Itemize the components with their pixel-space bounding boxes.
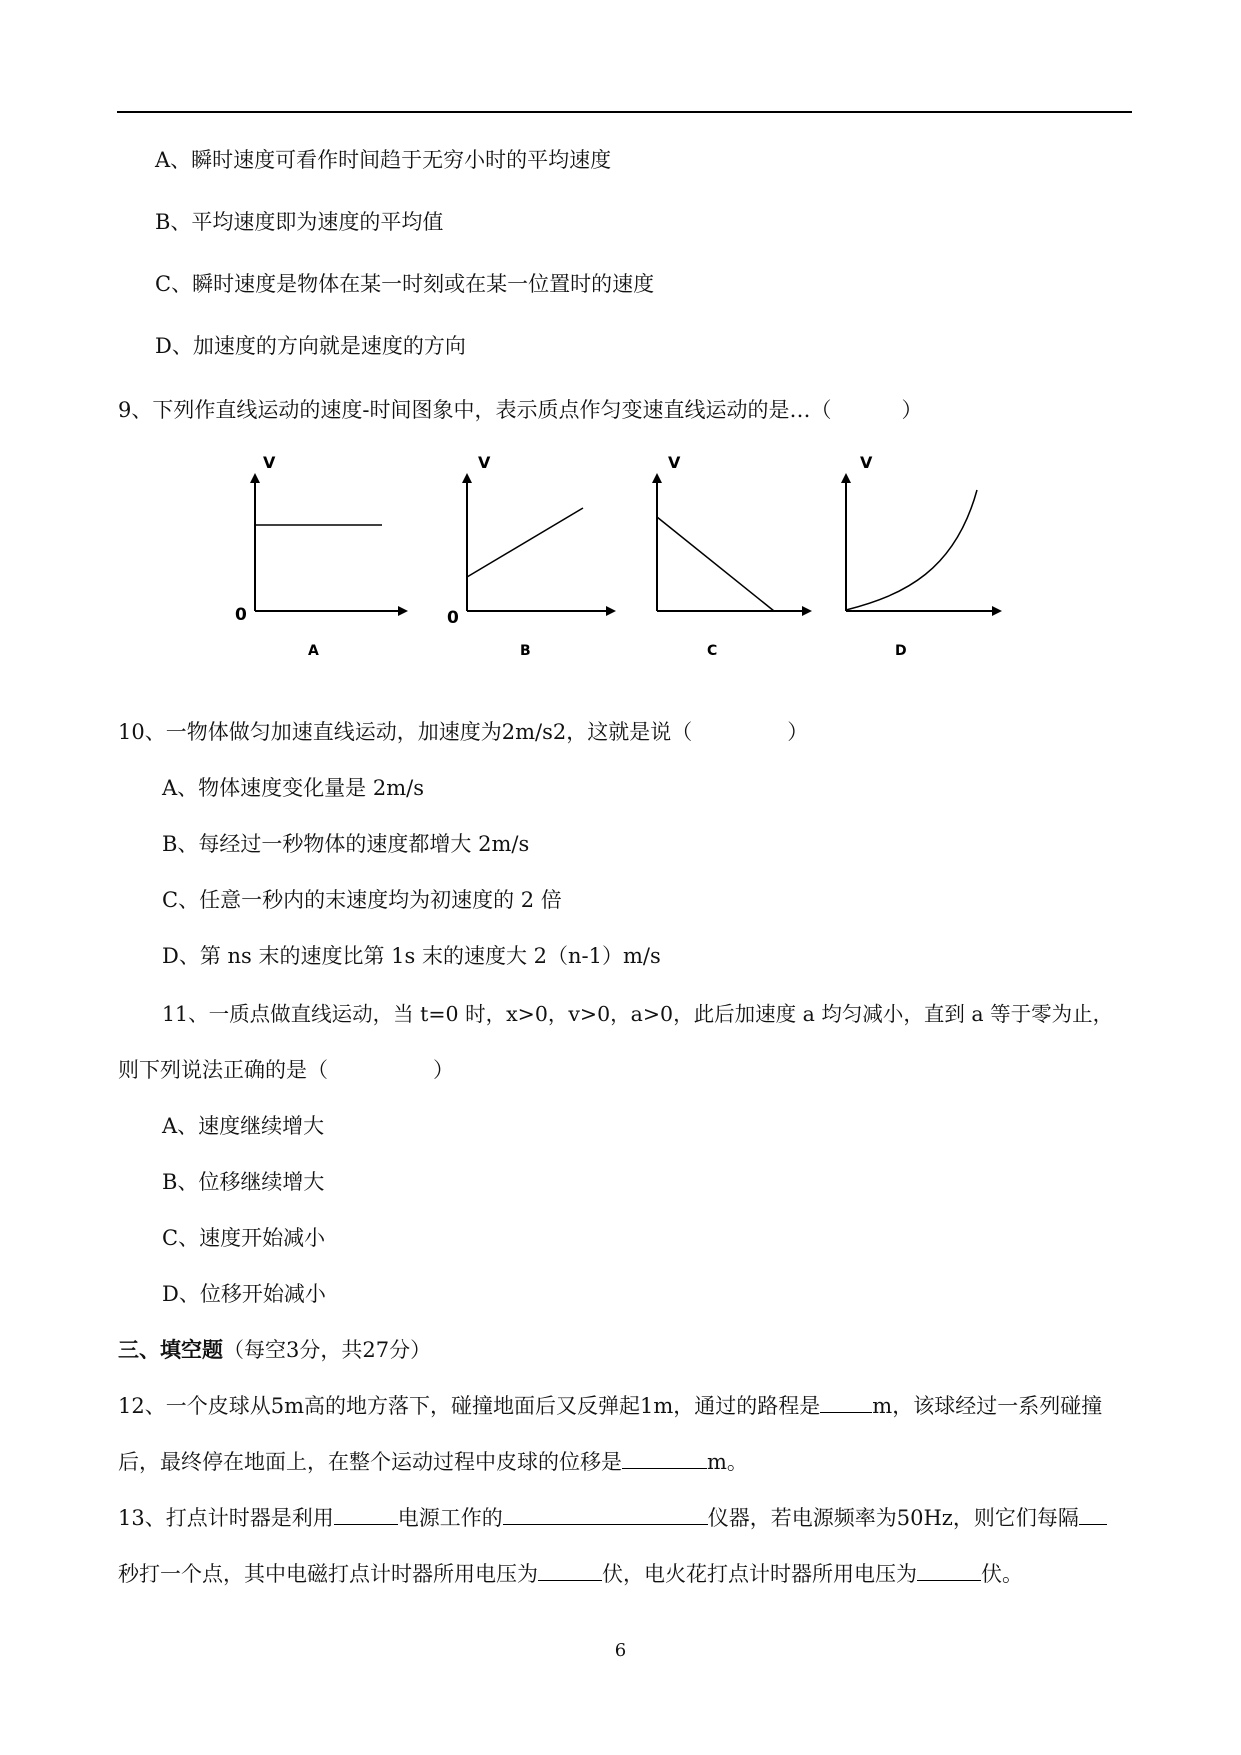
q12-blank-2[interactable]: [622, 1448, 707, 1469]
q11-stem: 则下列说法正确的是（: [118, 1058, 328, 1082]
q13-text-2: 电源工作的: [397, 1506, 503, 1530]
graph-b: [447, 453, 611, 659]
q11-option-d: D、位移开始减小: [162, 1282, 326, 1306]
q11-option-b: B、位移继续增大: [162, 1170, 325, 1194]
q12-text-3: 后，最终停在地面上，在整个运动过程中皮球的位移是: [118, 1450, 622, 1474]
q9-close-paren: ）: [901, 398, 923, 422]
q9-stem-line: [118, 396, 922, 424]
graph-c-v-label: V: [668, 453, 681, 472]
page-number: 6: [614, 1640, 627, 1661]
q8-option-c: C、瞬时速度是物体在某一时刻或在某一位置时的速度: [155, 272, 655, 296]
q11-stem-line-2: [118, 1056, 454, 1084]
q8-option-b: B、平均速度即为速度的平均值: [155, 210, 444, 234]
section-3-heading: [118, 1336, 431, 1364]
q13-text-3: 仪器，若电源频率为50Hz，则它们每隔: [707, 1506, 1079, 1530]
q11-stem-line-1: 11、一质点做直线运动，当 t=0 时，x>0，v>0，a>0，此后加速度 a 均匀减小，直到 a 等于零为止，: [162, 1002, 1114, 1026]
graph-d-curve: [846, 490, 977, 610]
graph-c-curve: [657, 517, 774, 611]
graph-b-v-label: V: [478, 453, 491, 472]
q12-blank-1[interactable]: [820, 1392, 872, 1413]
q13-text-6: 伏。: [981, 1562, 1023, 1586]
graph-d: [846, 453, 997, 659]
q13-blank-2[interactable]: [503, 1504, 708, 1525]
graph-a-v-label: V: [263, 453, 276, 472]
graph-b-label: B: [520, 643, 531, 659]
q13-text-1: 13、打点计时器是利用: [118, 1506, 334, 1530]
q13-blank-4[interactable]: [538, 1560, 602, 1581]
q12-line-1: [118, 1392, 1102, 1420]
q10-option-a: A、物体速度变化量是 2m/s: [162, 776, 424, 800]
q9-graphs-svg: [225, 440, 1025, 670]
q11-option-a: A、速度继续增大: [162, 1114, 325, 1138]
graph-c: [657, 453, 807, 659]
graph-a: [235, 453, 403, 659]
q8-option-d: D、加速度的方向就是速度的方向: [155, 334, 466, 358]
section-3-title: 三、填空题: [118, 1337, 223, 1362]
q10-stem-line: [118, 718, 808, 746]
q13-line-1: [118, 1504, 1107, 1532]
graph-a-label: A: [308, 643, 319, 659]
q9-graphs: [225, 440, 1025, 670]
q12-text-4: m。: [707, 1450, 748, 1474]
q11-option-c: C、速度开始减小: [162, 1226, 326, 1250]
graph-b-curve: [467, 508, 583, 577]
q12-text-1: 12、一个皮球从5m高的地方落下，碰撞地面后又反弹起1m，通过的路程是: [118, 1394, 821, 1418]
graph-c-label: C: [707, 643, 718, 659]
q10-stem: 10、一物体做匀加速直线运动，加速度为2m/s2，这就是说（: [118, 720, 693, 744]
header-rule: [117, 111, 1132, 113]
q13-text-4: 秒打一个点，其中电磁打点计时器所用电压为: [118, 1562, 538, 1586]
q11-close-paren: ）: [433, 1058, 454, 1082]
q12-line-2: [118, 1448, 748, 1476]
section-3-note: （每空3分，共27分）: [223, 1338, 432, 1362]
q9-stem: 9、下列作直线运动的速度-时间图象中，表示质点作匀变速直线运动的是…（: [118, 398, 832, 422]
q10-option-b: B、每经过一秒物体的速度都增大 2m/s: [162, 832, 530, 856]
q13-blank-1[interactable]: [334, 1504, 398, 1525]
graph-d-v-label: V: [860, 453, 873, 472]
q10-option-c: C、任意一秒内的末速度均为初速度的 2 倍: [162, 888, 562, 912]
q10-option-d: D、第 ns 末的速度比第 1s 末的速度大 2（n-1）m/s: [162, 944, 661, 968]
graph-d-label: D: [895, 643, 907, 659]
q13-blank-5[interactable]: [917, 1560, 981, 1581]
q12-text-2: m，该球经过一系列碰撞: [872, 1394, 1103, 1418]
graph-b-origin: 0: [447, 608, 459, 628]
graph-a-origin: 0: [235, 605, 247, 625]
q13-blank-3[interactable]: [1079, 1504, 1107, 1525]
q13-line-2: [118, 1560, 1023, 1588]
q13-text-5: 伏，电火花打点计时器所用电压为: [602, 1562, 917, 1586]
q8-option-a: A、瞬时速度可看作时间趋于无穷小时的平均速度: [155, 148, 612, 172]
q10-close-paren: ）: [787, 720, 809, 744]
